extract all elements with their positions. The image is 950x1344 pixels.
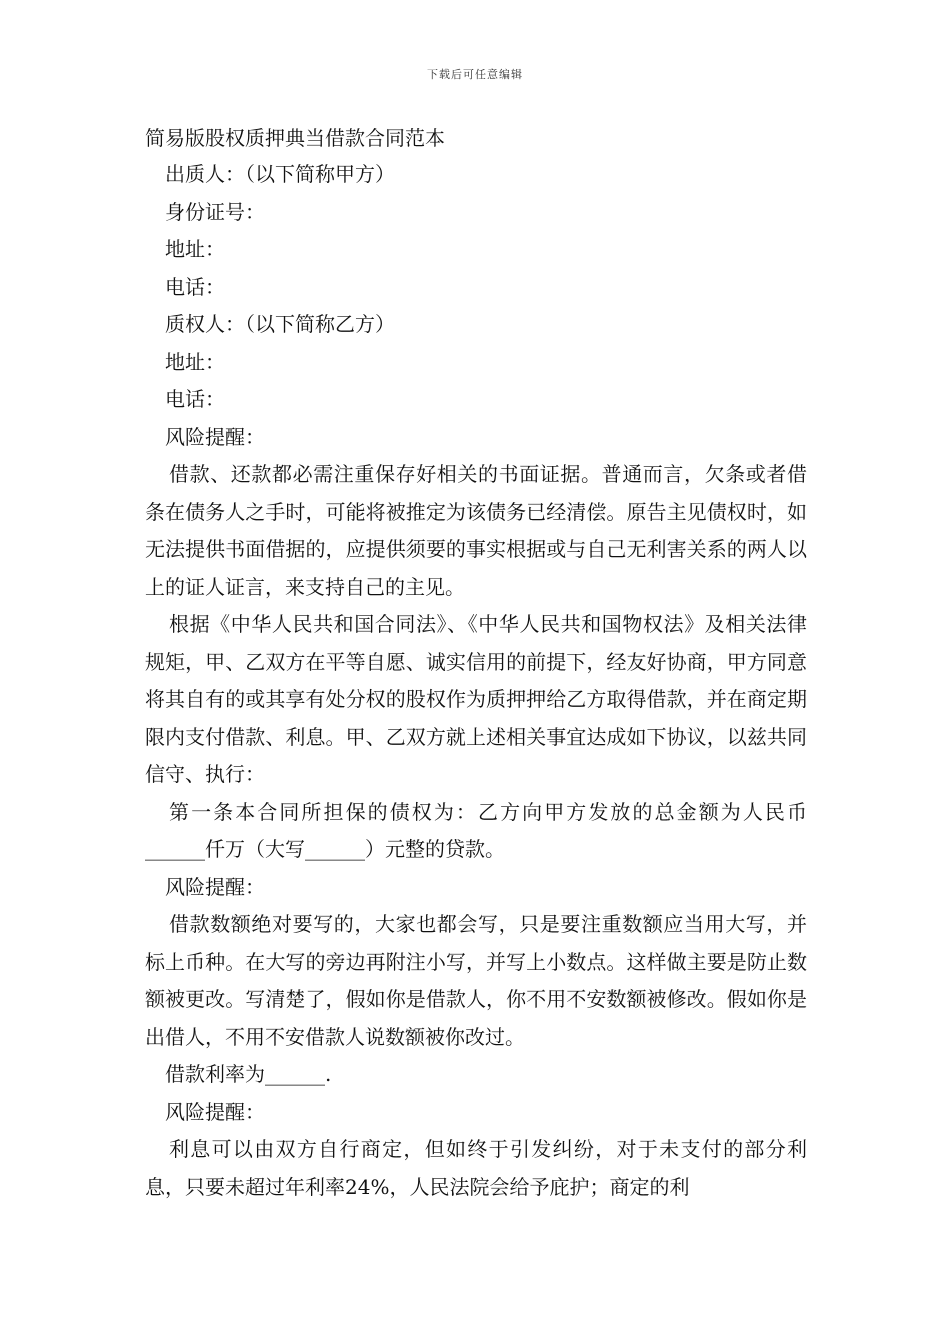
risk-label: 风险提醒： [165, 874, 265, 899]
risk-label: 风险提醒： [165, 424, 265, 449]
article-one: 第一条本合同所担保的债权为：乙方向甲方发放的总金额为人民币______仟万（大写______）元整的贷款。 [145, 799, 807, 861]
address-a-line: 地址： [165, 237, 225, 261]
address-b-line: 地址： [165, 349, 225, 374]
paragraph-interest: 利息可以由双方自行商定，但如终于引发纠纷，对于未支付的部分利息，只要未超过年利率24%，人民法院会给予庇护；商定的利 [145, 1137, 807, 1199]
paragraph-loan-amount: 借款数额绝对要写的，大家也都会写，只是要注重数额应当用大写，并标上币种。在大写的旁边再附注小写，并写上小数点。这样做主要是防止数额被更改。写清楚了，假如你是借款人，你不用不安数额被修改。假如你是出借人，不用不安借款人说数额被你改过。 [145, 912, 807, 1049]
paragraph-legal-basis: 根据《中华人民共和国合同法》、《中华人民共和国物权法》及相关法律规矩，甲、乙双方在平等自愿、诚实信用的前提下，经友好协商，甲方同意将其自有的或其享有处分权的股权作为质押押给乙方取得借款，并在商定期限内支付借款、利息。甲、乙双方就上述相关事宜达成如下协议，以兹共同信守、执行： [145, 612, 807, 786]
paragraph-evidence: 借款、还款都必需注重保存好相关的书面证据。普通而言，欠条或者借条在债务人之手时，可能将被推定为该债务已经清偿。原告主见债权时，如无法提供书面借据的，应提供须要的事实根据或与自己无利害关系的两人以上的证人证言，来支持自己的主见。 [145, 462, 807, 599]
phone-b-line: 电话： [165, 387, 225, 411]
header-note: 下载后可任意编辑 [427, 68, 523, 81]
risk-label: 风险提醒： [165, 1099, 265, 1124]
id-number-line: 身份证号： [165, 199, 265, 224]
interest-rate-line: 借款利率为______. [165, 1062, 332, 1086]
party-b-line: 质权人：（以下简称乙方） [165, 312, 395, 336]
document-title: 简易版股权质押典当借款合同范本 [145, 126, 445, 150]
party-a-line: 出质人：（以下简称甲方） [165, 162, 395, 186]
phone-a-line: 电话： [165, 274, 225, 299]
document-body [145, 120, 807, 1206]
